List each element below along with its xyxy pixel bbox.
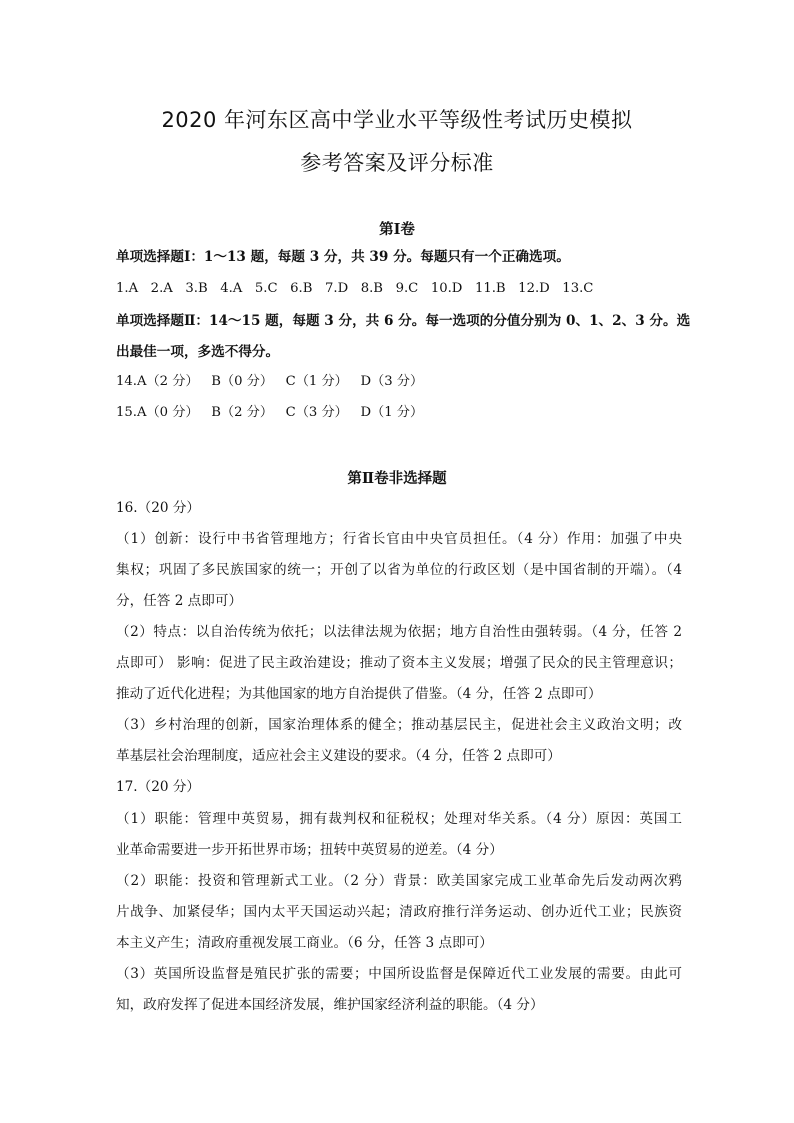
document-subtitle: 参考答案及评分标准 xyxy=(300,151,494,175)
document-title: 2020 年河东区高中学业水平等级性考试历史模拟 xyxy=(161,108,633,132)
answer-15: 15.A（0 分） B（2 分） C（3 分） D（1 分） xyxy=(116,405,424,420)
section1-instruction: 单项选择题Ⅰ：1～13 题，每题 3 分，共 39 分。每题只有一个正确选项。 xyxy=(116,249,570,265)
q16-header: 16.（20 分） xyxy=(116,500,201,516)
q16-line: 推动了近代化进程；为其他国家的地方自治提供了借鉴。（4 分，任答 2 点即可） xyxy=(116,686,602,702)
q17-line: （1）职能：管理中英贸易，拥有裁判权和征税权；处理对华关系。（4 分）原因：英国工 xyxy=(116,811,682,827)
q16-line: （2）特点：以自治传统为依托；以法律法规为依据；地方自治性由强转弱。（4 分，任答 2 xyxy=(116,624,682,640)
q17-line: 本主义产生；清政府重视发展工商业。（6 分，任答 3 点即可） xyxy=(116,935,493,951)
q16-line: （3）乡村治理的创新，国家治理体系的健全；推动基层民主，促进社会主义政治文明；改 xyxy=(116,717,682,733)
section2-instruction-line1: 单项选择题Ⅱ：14～15 题，每题 3 分，共 6 分。每一选项的分值分别为 0、1、2、3 分。选 xyxy=(116,313,691,329)
q16-line: 革基层社会治理制度，适应社会主义建设的要求。（4 分，任答 2 点即可） xyxy=(116,748,561,764)
q16-line: （1）创新：设行中书省管理地方；行省长官由中央官员担任。（4 分）作用：加强了中央 xyxy=(116,531,682,547)
q17-line: （2）职能：投资和管理新式工业。（2 分）背景：欧美国家完成工业革命先后发动两次鸦 xyxy=(116,873,682,889)
part1-heading: 第Ⅰ卷 xyxy=(379,221,415,238)
answers-1-13: 1.A 2.A 3.B 4.A 5.C 6.B 7.D 8.B 9.C 10.D 11.B 12.D 13.C xyxy=(116,281,594,296)
q17-line: 业革命需要进一步开拓世界市场；扭转中英贸易的逆差。（4 分） xyxy=(116,842,503,858)
q17-line: 知，政府发挥了促进本国经济发展，维护国家经济利益的职能。（4 分） xyxy=(116,997,544,1013)
part2-heading: 第Ⅱ卷非选择题 xyxy=(347,470,447,487)
q17-line: （3）英国所设监督是殖民扩张的需要；中国所设监督是保障近代工业发展的需要。由此可 xyxy=(116,966,682,982)
q16-line: 分，任答 2 点即可） xyxy=(116,593,243,609)
answer-14: 14.A（2 分） B（0 分） C（1 分） D（3 分） xyxy=(116,374,424,389)
q17-line: 片战争、加紧侵华；国内太平天国运动兴起；清政府推行洋务运动、创办近代工业；民族资 xyxy=(116,904,682,920)
q16-line: 点即可） 影响：促进了民主政治建设；推动了资本主义发展；增强了民众的民主管理意识； xyxy=(116,655,682,671)
section2-instruction-line2: 出最佳一项，多选不得分。 xyxy=(116,344,280,360)
q17-header: 17.（20 分） xyxy=(116,779,201,795)
q16-line: 集权；巩固了多民族国家的统一；开创了以省为单位的行政区划（是中国省制的开端）。（4 xyxy=(116,562,682,578)
